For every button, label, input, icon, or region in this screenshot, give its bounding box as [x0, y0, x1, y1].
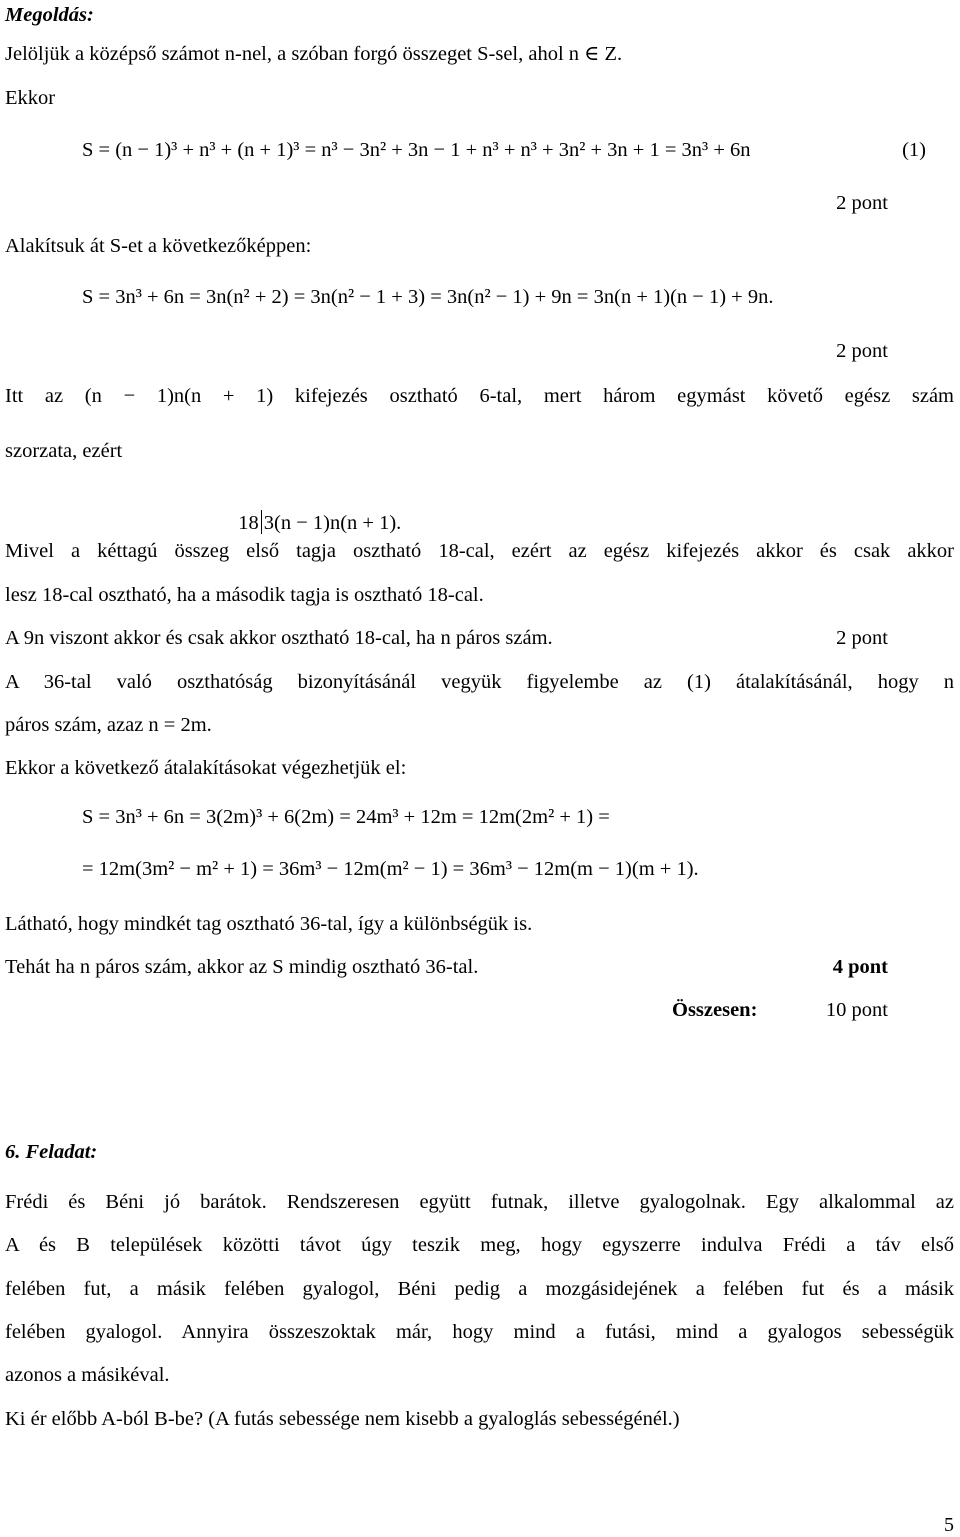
task-line-2: A és B települések közötti távot úgy teszik meg, hogy egyszerre indulva Frédi a táv első [5, 1234, 954, 1256]
divisor: 18 [238, 512, 259, 534]
equation-3: S = 3n³ + 6n = 3(2m)³ + 6(2m) = 24m³ + 12m = 12m(2m² + 1) = [82, 806, 610, 828]
score-1: 2 pont [836, 192, 888, 214]
equation-4: = 12m(3m² − m² + 1) = 36m³ − 12m(m² − 1) = 36m³ − 12m(m − 1)(m + 1). [82, 858, 699, 880]
divisibility-statement [228, 487, 401, 535]
paragraph-itt: Itt az (n − 1)n(n + 1) kifejezés osztható 6-tal, mert három egymást követő egész szám [5, 385, 954, 407]
task-line-1: Frédi és Béni jó barátok. Rendszeresen együtt futnak, illetve gyalogolnak. Egy alkalommal az [5, 1191, 954, 1213]
equation-2: S = 3n³ + 6n = 3n(n² + 2) = 3n(n² − 1 + 3) = 3n(n² − 1) + 9n = 3n(n + 1)(n − 1) + 9n. [82, 286, 774, 308]
score-4: 4 pont [832, 956, 888, 978]
page-number: 5 [944, 1514, 954, 1536]
solution-heading: Megoldás: [5, 4, 94, 26]
divides-bar [261, 510, 262, 534]
intro-line: Jelöljük a középső számot n-nel, a szóban forgó összeget S-sel, ahol n ∈ Z. [5, 43, 623, 65]
equation-1-tag: (1) [902, 139, 926, 161]
paragraph-lathato: Látható, hogy mindkét tag osztható 36-tal, így a különbségük is. [5, 913, 533, 935]
total-score: 10 pont [825, 999, 888, 1021]
total-label: Összesen: [672, 999, 758, 1021]
paragraph-mivel-2: lesz 18-cal osztható, ha a második tagja is osztható 18-cal. [5, 584, 484, 606]
paragraph-36-1: A 36-tal való oszthatóság bizonyításánál vegyük figyelembe az (1) átalakításánál, hogy n [5, 671, 954, 693]
paragraph-ekkor: Ekkor a következő átalakításokat végezhetjük el: [5, 757, 407, 779]
task-line-6: Ki ér előbb A-ból B-be? (A futás sebessége nem kisebb a gyaloglás sebességénél.) [5, 1408, 680, 1430]
task-line-5: azonos a másikéval. [5, 1364, 170, 1386]
task-heading: 6. Feladat: [5, 1141, 98, 1163]
task-line-4: felében gyalogol. Annyira összeszoktak már, hogy mind a futási, mind a gyalogos sebességük [5, 1321, 954, 1343]
paragraph-mivel-1: Mivel a kéttagú összeg első tagja osztható 18-cal, ezért az egész kifejezés akkor és csak akkor [5, 540, 954, 562]
transform-intro: Alakítsuk át S-et a következőképpen: [5, 235, 312, 257]
score-2: 2 pont [836, 340, 888, 362]
paragraph-9n: A 9n viszont akkor és csak akkor osztható 18-cal, ha n páros szám. [5, 627, 553, 649]
paragraph-szorzata: szorzata, ezért [5, 440, 123, 462]
paragraph-36-2: páros szám, azaz n = 2m. [5, 714, 212, 736]
score-3: 2 pont [836, 627, 888, 649]
intro-ekkor: Ekkor [5, 87, 56, 109]
task-line-3: felében fut, a másik felében gyalogol, Béni pedig a mozgásidejének a felében fut és a másik [5, 1278, 954, 1300]
equation-1: S = (n − 1)³ + n³ + (n + 1)³ = n³ − 3n² + 3n − 1 + n³ + n³ + 3n² + 3n + 1 = 3n³ + 6n [82, 139, 751, 161]
paragraph-tehat: Tehát ha n páros szám, akkor az S mindig osztható 36-tal. [5, 956, 479, 978]
dividend: 3(n − 1)n(n + 1). [263, 512, 402, 534]
